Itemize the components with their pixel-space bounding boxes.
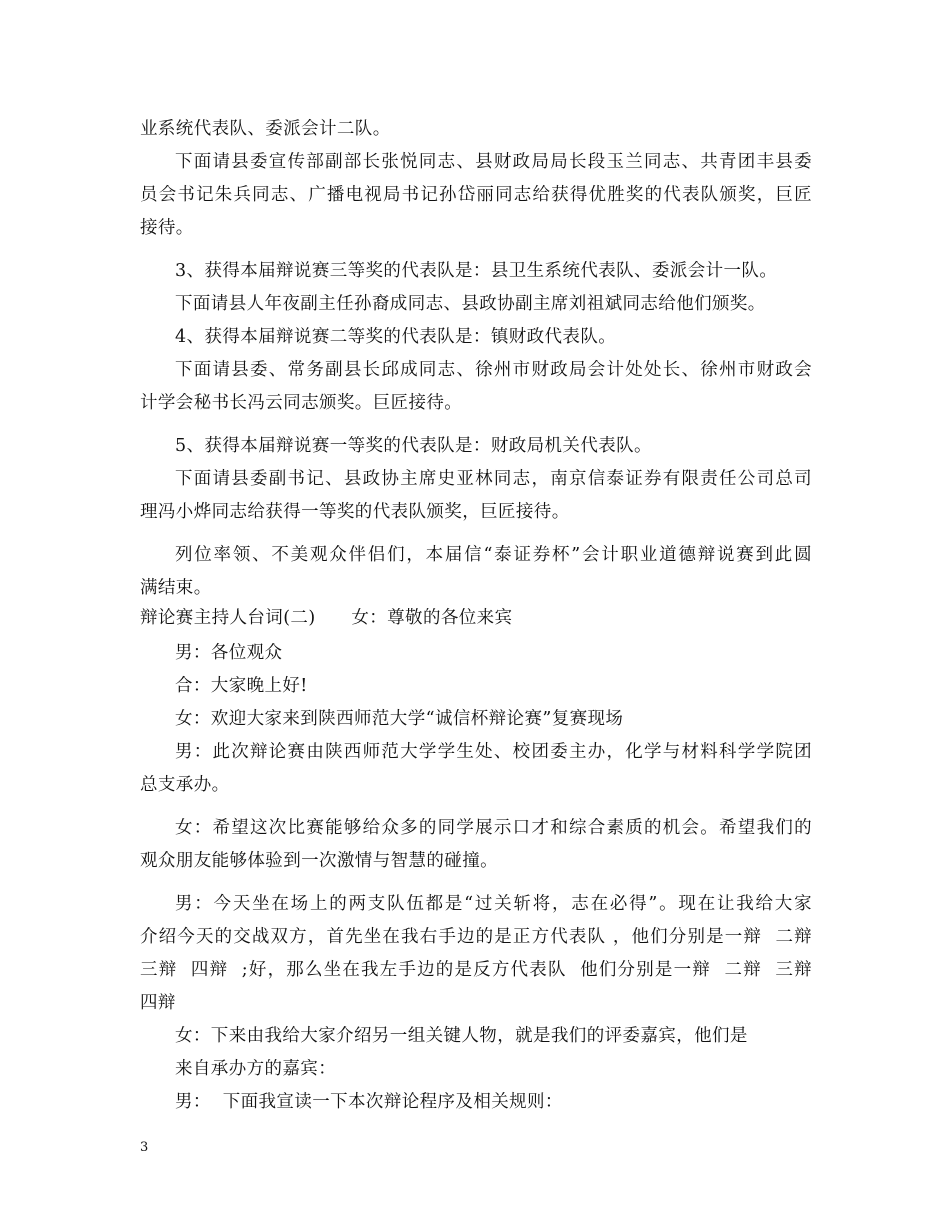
text-line: 男：各位观众 [175, 643, 283, 663]
text-line: 下面请县人年夜副主任孙裔成同志、县政协副主席刘祖斌同志给他们颁奖。 [175, 294, 766, 314]
text-line: 四辩 [140, 993, 176, 1013]
text-line: 下面请县委宣传部副部长张悦同志、县财政局局长段玉兰同志、共青团丰县委 [175, 152, 812, 172]
text-line: 男：此次辩论赛由陕西师范大学学生处、校团委主办，化学与材料科学学院团 [175, 742, 812, 762]
text-line: 理冯小烨同志给获得一等奖的代表队颁奖，巨匠接待。 [140, 502, 570, 522]
text-line: 男：今天坐在场上的两支队伍都是“过关斩将，志在必得”。现在让我给大家 [175, 894, 812, 914]
text-line: 接待。 [140, 218, 194, 238]
text-line: 女：欢迎大家来到陕西师范大学“诚信杯辩论赛”复赛现场 [175, 709, 624, 729]
text-line: 女：下来由我给大家介绍另一组关键人物，就是我们的评委嘉宾，他们是 [175, 1026, 748, 1046]
text-line: 女：希望这次比赛能够给众多的同学展示口才和综合素质的机会。希望我们的 [175, 818, 812, 838]
section-heading: 辩论赛主持人台词(二) 女：尊敬的各位来宾 [140, 608, 513, 628]
text-line: 下面请县委副书记、县政协主席史亚林同志，南京信泰证券有限责任公司总司 [175, 469, 812, 489]
text-line: 来自承办方的嘉宾： [175, 1059, 337, 1079]
text-line: 满结束。 [140, 578, 212, 598]
text-line: 观众朋友能够体验到一次激情与智慧的碰撞。 [140, 851, 498, 871]
page-number: 3 [140, 1140, 149, 1155]
text-line: 男： 下面我宣读一下本次辩论程序及相关规则： [175, 1092, 563, 1112]
text-line: 5、获得本届辩说赛一等奖的代表队是：财政局机关代表队。 [175, 436, 652, 456]
text-line: 总支承办。 [140, 775, 230, 795]
text-line: 介绍今天的交战双方，首先坐在我右手边的是正方代表队 ，他们分别是一辩 二辩 [140, 927, 812, 947]
text-line: 3、获得本届辩说赛三等奖的代表队是：县卫生系统代表队、委派会计一队。 [175, 261, 778, 281]
text-line: 计学会秘书长冯云同志颁奖。巨匠接待。 [140, 393, 463, 413]
text-line: 列位率领、不美观众伴侣们，本届信“泰证券杯”会计职业道德辩说赛到此圆 [175, 545, 812, 565]
text-line: 下面请县委、常务副县长邱成同志、徐州市财政局会计处处长、徐州市财政会 [175, 360, 812, 380]
text-line: 4、获得本届辩说赛二等奖的代表队是：镇财政代表队。 [175, 327, 617, 347]
text-line: 员会书记朱兵同志、广播电视局书记孙岱丽同志给获得优胜奖的代表队颁奖，巨匠 [140, 185, 812, 205]
text-line: 三辩 四辩 ;好，那么坐在我左手边的是反方代表队 他们分别是一辩 二辩 三辩 [140, 960, 812, 980]
text-line: 合：大家晚上好! [175, 676, 308, 696]
text-line: 业系统代表队、委派会计二队。 [140, 119, 391, 139]
